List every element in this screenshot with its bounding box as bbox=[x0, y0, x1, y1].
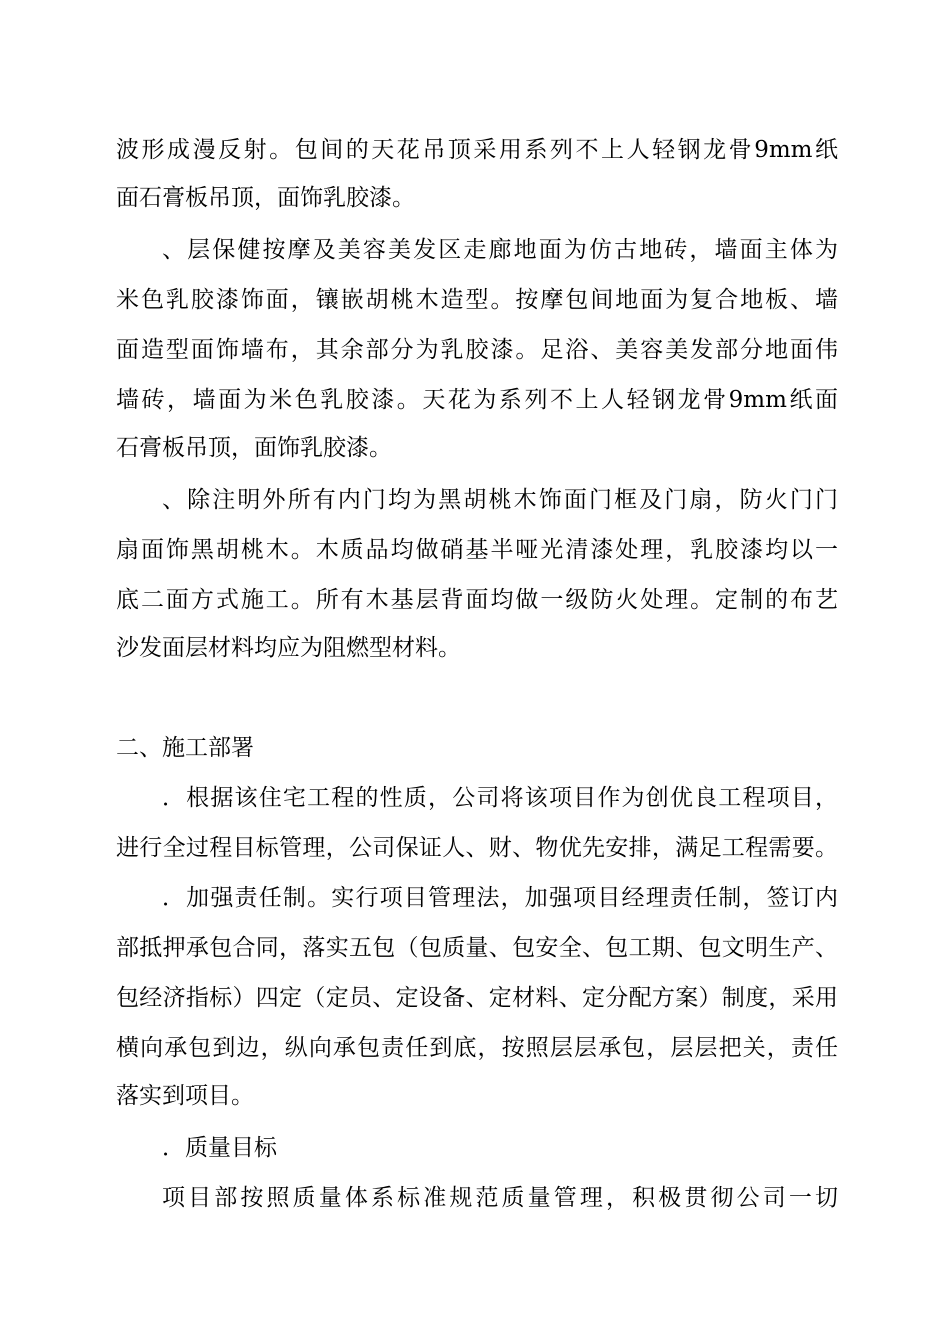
text-line-18: 横向承包到边，纵向承包责任到底，按照层层承包，层层把关，责任 bbox=[116, 1035, 838, 1061]
text-line-6: 墙砖，墙面为米色乳胶漆。天花为系列不上人轻钢龙骨9mm纸面 bbox=[116, 387, 838, 413]
text-line-1: 波形成漫反射。包间的天花吊顶采用系列不上人轻钢龙骨9mm纸 bbox=[116, 137, 838, 163]
text-line-16: 部抵押承包合同，落实五包（包质量、包安全、包工期、包文明生产、 bbox=[116, 935, 838, 961]
text-line-3: 、层保健按摩及美容美发区走廊地面为仿古地砖，墙面主体为 bbox=[162, 237, 838, 263]
text-line-17: 包经济指标）四定（定员、定设备、定材料、定分配方案）制度，采用 bbox=[116, 985, 838, 1011]
text-line-2: 面石膏板吊顶，面饰乳胶漆。 bbox=[116, 185, 415, 211]
text-line-8: 、除注明外所有内门均为黑胡桃木饰面门框及门扇，防火门门 bbox=[162, 487, 838, 513]
text-line-9: 扇面饰黑胡桃木。木质品均做硝基半哑光清漆处理，乳胶漆均以一 bbox=[116, 537, 838, 563]
section-heading: 二、施工部署 bbox=[116, 735, 254, 761]
text-line-21: 项目部按照质量体系标准规范质量管理，积极贯彻公司一切 bbox=[162, 1185, 838, 1211]
text-line-4: 米色乳胶漆饰面，镶嵌胡桃木造型。按摩包间地面为复合地板、墙 bbox=[116, 287, 838, 313]
text-line-10: 底二面方式施工。所有木基层背面均做一级防火处理。定制的布艺 bbox=[116, 587, 838, 613]
text-line-15: ．加强责任制。实行项目管理法，加强项目经理责任制，签订内 bbox=[162, 885, 838, 911]
subheading-quality-target: ．质量目标 bbox=[162, 1135, 277, 1161]
text-line-7: 石膏板吊顶，面饰乳胶漆。 bbox=[116, 435, 392, 461]
text-line-11: 沙发面层材料均应为阻燃型材料。 bbox=[116, 635, 461, 661]
text-line-13: ．根据该住宅工程的性质，公司将该项目作为创优良工程项目， bbox=[162, 785, 838, 811]
text-line-19: 落实到项目。 bbox=[116, 1083, 254, 1109]
text-line-5: 面造型面饰墙布，其余部分为乳胶漆。足浴、美容美发部分地面伟 bbox=[116, 337, 838, 363]
text-line-14: 进行全过程目标管理，公司保证人、财、物优先安排，满足工程需要。 bbox=[116, 835, 838, 861]
